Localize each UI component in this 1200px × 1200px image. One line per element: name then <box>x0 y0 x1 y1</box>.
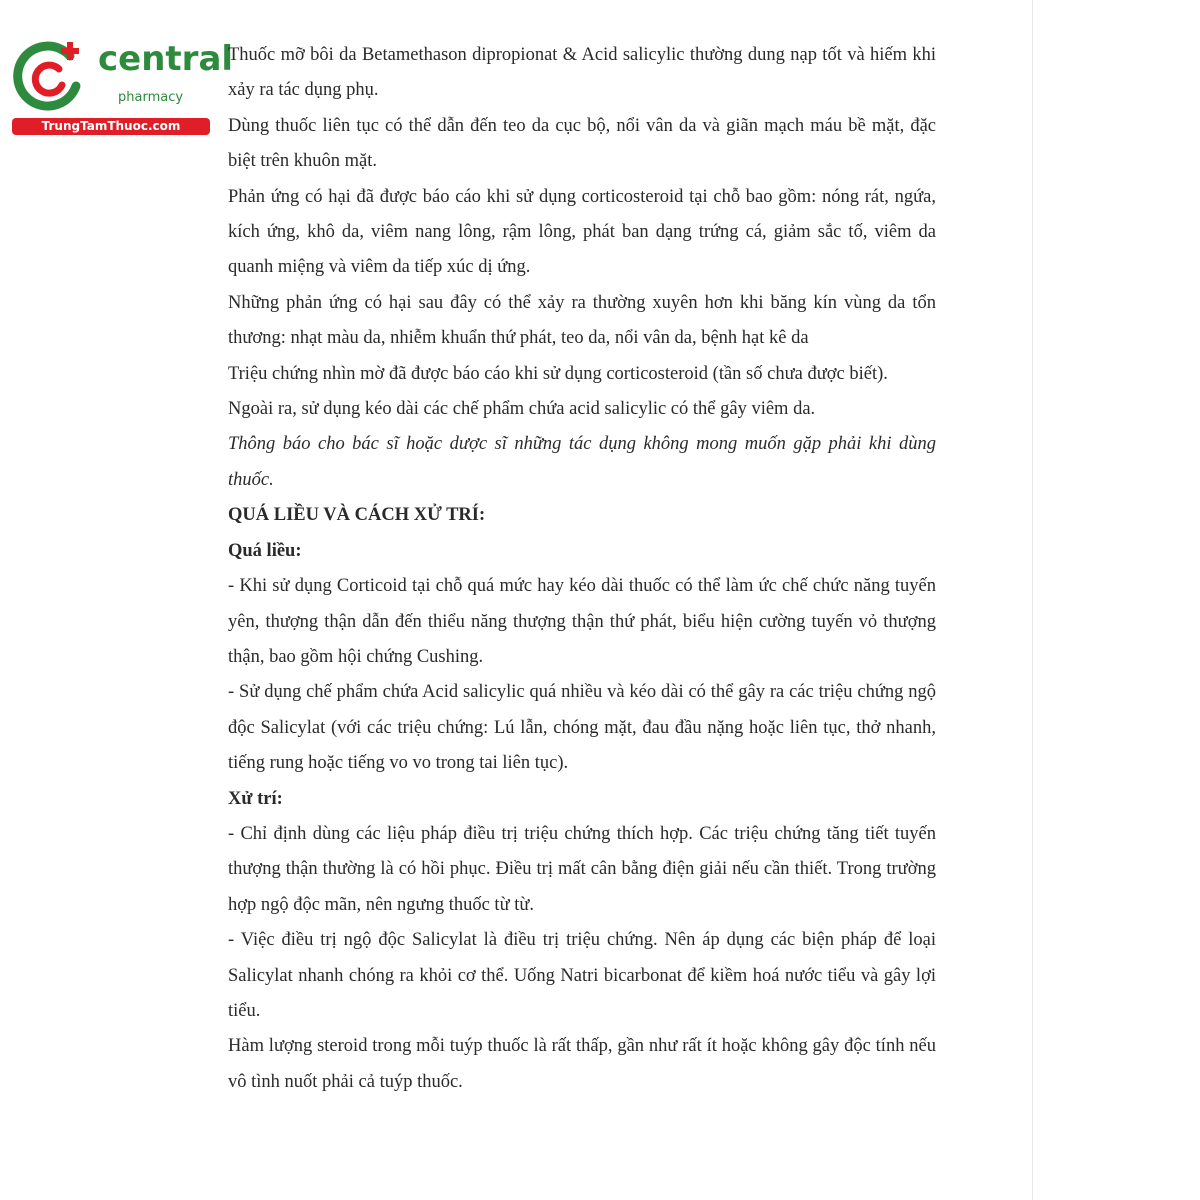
subheading-overdose: Quá liều: <box>228 540 302 561</box>
paragraph: Triệu chứng nhìn mờ đã được báo cáo khi sử dụng corticosteroid (tần số chưa được biết). <box>228 363 888 384</box>
central-pharmacy-logo[interactable] <box>12 38 234 138</box>
paragraph: Thuốc mỡ bôi da Betamethason dipropionat & Acid salicylic thường dung nạp tốt và hiếm khi xảy ra tác dụng phụ. <box>228 45 936 101</box>
section-heading: QUÁ LIỀU VÀ CÁCH XỬ TRÍ: <box>228 505 486 526</box>
subheading-treatment: Xử trí: <box>228 788 283 809</box>
notice-paragraph: Thông báo cho bác sĩ hoặc dược sĩ những tác dụng không mong muốn gặp phải khi dùng thuốc. <box>228 434 936 490</box>
paragraph: - Sử dụng chế phẩm chứa Acid salicylic quá nhiều và kéo dài có thể gây ra các triệu chứng ngộ độc Salicylat (với các triệu chứng: Lú lẫn, chóng mặt, đau đầu nặng hoặc liên tục, thở nhanh, tiếng rung hoặc tiếng vo vo trong tai liên tục). <box>228 682 936 774</box>
paragraph: Hàm lượng steroid trong mỗi tuýp thuốc là rất thấp, gần như rất ít hoặc không gây độc tính nếu vô tình nuốt phải cả tuýp thuốc. <box>228 1036 936 1092</box>
paragraph: Phản ứng có hại đã được báo cáo khi sử dụng corticosteroid tại chỗ bao gồm: nóng rát, ngứa, kích ứng, khô da, viêm nang lông, rậm lông, phát ban dạng trứng cá, giảm sắc tố, viêm da quanh miệng và viêm da tiếp xúc dị ứng. <box>228 186 936 278</box>
page-edge-divider <box>1032 0 1033 1200</box>
paragraph: - Khi sử dụng Corticoid tại chỗ quá mức hay kéo dài thuốc có thể làm ức chế chức năng tuyến yên, thượng thận dẫn đến thiểu năng thượng thận thứ phát, biểu hiện cường tuyến vỏ thượng thận, bao gồm hội chứng Cushing. <box>228 576 936 667</box>
logo-url-badge[interactable]: TrungTamThuoc.com <box>12 118 210 135</box>
logo-mark-icon <box>12 38 92 114</box>
logo-subtitle: pharmacy <box>118 90 184 105</box>
paragraph: Dùng thuốc liên tục có thể dẫn đến teo da cục bộ, nổi vân da và giãn mạch máu bề mặt, đặc biệt trên khuôn mặt. <box>228 115 936 172</box>
paragraph: Những phản ứng có hại sau đây có thể xảy ra thường xuyên hơn khi băng kín vùng da tổn thương: nhạt màu da, nhiễm khuẩn thứ phát, teo da, nổi vân da, bệnh hạt kê da <box>228 292 936 349</box>
paragraph: - Việc điều trị ngộ độc Salicylat là điều trị triệu chứng. Nên áp dụng các biện pháp để loại Salicylat nhanh chóng ra khỏi cơ thể. Uống Natri bicarbonat để kiềm hoá nước tiểu và gây lợi tiểu. <box>228 930 936 1021</box>
paragraph: Ngoài ra, sử dụng kéo dài các chế phẩm chứa acid salicylic có thể gây viêm da. <box>228 399 816 420</box>
logo-name: central <box>98 39 234 79</box>
paragraph: - Chỉ định dùng các liệu pháp điều trị triệu chứng thích hợp. Các triệu chứng tăng tiết tuyến thượng thận thường là có hồi phục. Điều trị mất cân bằng điện giải nếu cần thiết. Trong trường hợp ngộ độc mãn, nên ngưng thuốc từ từ. <box>228 823 936 915</box>
document-body <box>228 38 936 1100</box>
